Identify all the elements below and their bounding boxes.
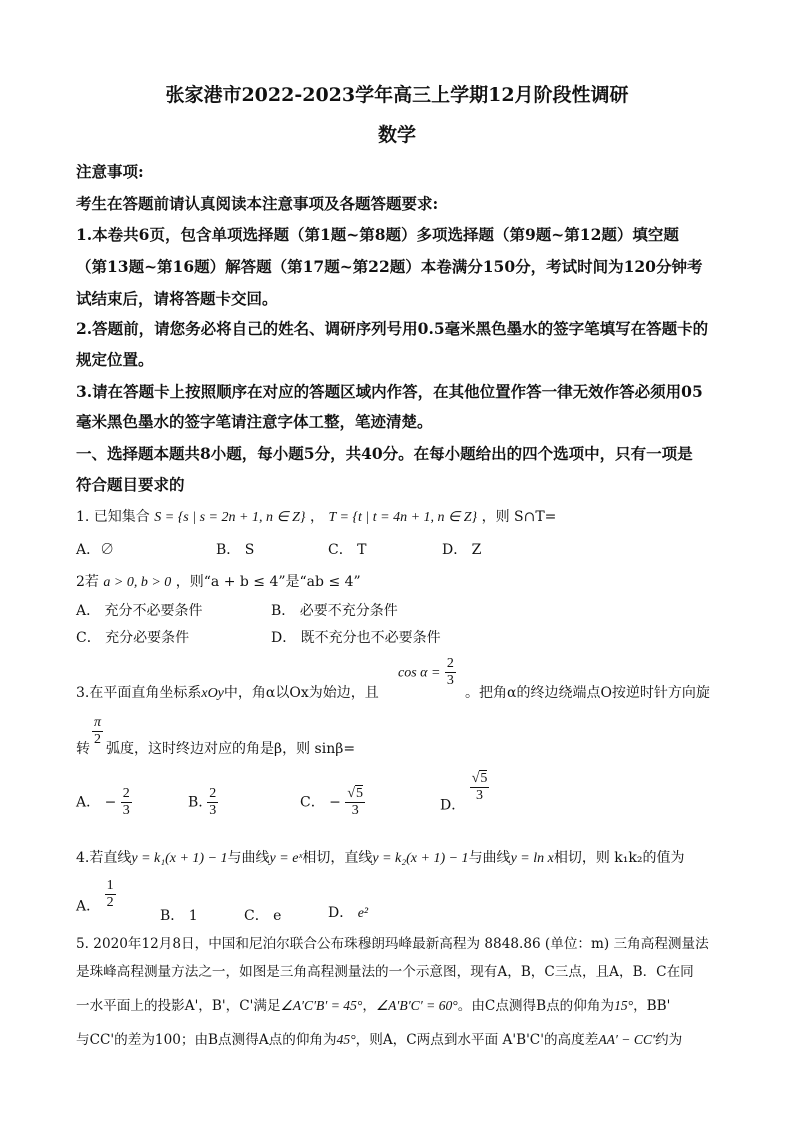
q3-option-c-radicand: 5 — [356, 786, 364, 801]
q3-option-c-denominator: 3 — [345, 802, 365, 819]
q4-option-a — [76, 878, 116, 916]
q4-text1: 4.若直线 — [76, 850, 132, 866]
q3-option-d-numerator: √5 — [471, 771, 488, 786]
q3-option-c-fraction — [345, 786, 365, 819]
q2-option-b: B． 必要不充分条件 — [271, 603, 398, 619]
q3-option-c — [300, 786, 365, 819]
q2-option-d: D． 既不充分也不必要条件 — [271, 630, 441, 646]
question-5-line1: 5. 2020年12月8日，中国和尼泊尔联合公布珠穆朗玛峰最新高程为 8848.86 (单位：m) 三角高程测量法 — [76, 936, 709, 952]
notice-heading: 注意事项: — [76, 162, 144, 181]
q3-option-a-label: A． — [76, 794, 101, 811]
q3-option-a-denominator: 3 — [122, 803, 130, 818]
q4-option-d — [328, 902, 368, 922]
q2-option-a: A． 充分不必要条件 — [76, 603, 203, 619]
notice-item3-line2: 毫米黑色墨水的签字笔请注意字体工整，笔迹清楚。 — [76, 412, 433, 431]
q4-curve2-eq: y = ln x — [510, 851, 554, 866]
q1-prefix: 1. 已知集合 — [76, 509, 150, 525]
q1-set-s: S = {s | s = 2n + 1, n ∈ Z} — [154, 510, 306, 525]
subject-title: 数学 — [377, 124, 416, 146]
q5-deg15: 15° — [614, 998, 634, 1013]
q3-cos-expression — [398, 656, 456, 689]
q1-option-d: D． Z — [442, 542, 482, 558]
q2-prefix: 2若 — [76, 574, 99, 590]
q4-line1-eq: y = k₁(x + 1) − 1 — [131, 851, 228, 866]
q4-text4: 与曲线 — [468, 850, 511, 866]
notice-item1-line1: 1.本卷共6页，包含单项选择题（第1题~第8题）多项选择题（第9题~第12题）填空题 — [76, 225, 679, 244]
question-4-stem — [76, 847, 684, 867]
section1-heading-line1: 一、选择题本题共8小题，每小题5分，共40分。在每小题给出的四个选项中，只有一项是 — [76, 444, 693, 463]
q3-option-b-numerator: 2 — [209, 786, 217, 801]
q3-option-b — [188, 786, 218, 819]
notice-item3-line1: 3.请在答题卡上按照顺序在对应的答题区域内作答，在其他位置作答一律无效作答必须用05 — [76, 382, 703, 401]
q4-text3: 相切，直线 — [302, 850, 373, 866]
q5-line3c: ，BB' — [633, 998, 671, 1014]
q1-suffix: ，则 S∩T= — [481, 509, 557, 525]
q5-line4a: 与CC'的差为100；由B点测得A点的仰角为 — [76, 1032, 337, 1048]
q2-option-c: C． 充分必要条件 — [76, 630, 190, 646]
q3-xoy: xOy — [201, 686, 224, 701]
q4-curve1-eq: y = eˣ — [269, 851, 303, 866]
q4-option-a-denominator: 2 — [106, 895, 114, 910]
q3-option-d-denominator: 3 — [470, 787, 490, 804]
q3-cos-denominator: 3 — [446, 673, 454, 688]
q3-cos-fraction — [445, 656, 456, 689]
question-1-stem — [76, 506, 556, 526]
q3-option-d-radicand: 5 — [480, 771, 488, 786]
question-2-stem — [76, 571, 361, 591]
q3-pi-fraction — [92, 715, 103, 748]
q3-option-d-fraction — [470, 771, 490, 804]
q3-option-b-fraction — [207, 786, 218, 819]
q3-option-c-sign: − — [329, 794, 341, 811]
q3-cos-label: cos α = — [398, 665, 441, 681]
q5-line4b: ，则A，C两点到水平面 A'B'C'的高度差 — [355, 1032, 599, 1048]
question-5-line2: 是珠峰高程测量方法之一，如图是三角高程测量法的一个示意图，现有A，B，C三点，且A，B．C在同 — [76, 964, 694, 980]
q3-option-a — [76, 786, 132, 819]
q4-option-a-numerator: 1 — [106, 878, 114, 893]
q4-option-a-fraction — [105, 878, 116, 911]
q5-angle1: ∠A′C′B′ = 45° — [280, 998, 363, 1013]
q4-option-d-label: D． — [328, 905, 354, 921]
q3-text5: 弧度，这时终边对应的角是β，则 sinβ= — [106, 741, 356, 757]
question-5-line4 — [76, 1028, 682, 1048]
notice-item1-line3: 试结束后，请将答题卡交回。 — [76, 289, 278, 308]
q1-comma: ， — [309, 509, 324, 525]
q4-text5: 相切，则 k₁k₂的值为 — [553, 850, 685, 866]
q3-option-a-numerator: 2 — [122, 786, 130, 801]
notice-item1-line2: （第13题~第16题）解答题（第17题~第22题）本卷满分150分，考试时间为120分钟考 — [76, 257, 703, 276]
q3-option-b-denominator: 3 — [209, 803, 217, 818]
q1-set-t: T = {t | t = 4n + 1, n ∈ Z} — [328, 510, 478, 525]
q3-option-c-label: C． — [300, 794, 325, 811]
q4-option-b: B． 1 — [160, 908, 198, 924]
q3-text3: 。把角α的终边绕端点O按逆时针方向旋 — [465, 685, 710, 701]
q2-rest: ，则“a + b ≤ 4”是“ab ≤ 4” — [175, 574, 361, 590]
q5-line3b: 。由C点测得B点的仰角为 — [457, 998, 615, 1014]
question-5-line3 — [76, 994, 670, 1014]
q3-option-d-label: D． — [440, 797, 466, 814]
q5-deg45: 45° — [336, 1032, 356, 1047]
question-3-stem-line1 — [76, 682, 379, 702]
q2-condition: a > 0, b > 0 — [103, 575, 172, 590]
q3-option-c-numerator: √5 — [347, 786, 364, 801]
q5-line3a: 一水平面上的投影A'，B'，C'满足 — [76, 998, 281, 1014]
q3-option-b-label: B. — [188, 794, 203, 811]
q3-text1: 3.在平面直角坐标系 — [76, 685, 202, 701]
q3-option-d — [440, 771, 489, 815]
q3-option-a-sign: − — [104, 794, 117, 811]
q4-option-c: C． e — [244, 908, 282, 924]
section1-heading-line2: 符合题目要求的 — [76, 475, 185, 494]
notice-item2-line1: 2.答题前，请您务必将自己的姓名、调研序列号用0.5毫米黑色墨水的签字笔填写在答题卡的 — [76, 319, 709, 338]
q5-separator: ， — [362, 998, 376, 1014]
q4-text2: 与曲线 — [227, 850, 270, 866]
q3-text4: 转 — [76, 741, 90, 757]
q3-half-pi — [92, 715, 103, 748]
q3-option-a-fraction — [121, 786, 132, 819]
q1-option-b: B． S — [216, 542, 255, 558]
q3-cos-numerator: 2 — [446, 656, 454, 671]
q3-pi: π — [94, 715, 102, 730]
q4-option-a-label: A． — [76, 898, 101, 915]
q4-line2-eq: y = k₂(x + 1) − 1 — [372, 851, 469, 866]
q1-option-c: C． T — [328, 542, 367, 558]
q5-height-difference: AA′ − CC′ — [598, 1032, 655, 1047]
q4-option-d-value: e² — [357, 906, 369, 921]
q3-two: 2 — [92, 731, 103, 748]
q5-line4c: 约为 — [655, 1032, 683, 1048]
notice-item2-line2: 规定位置。 — [76, 350, 154, 369]
exam-title: 张家港市2022-2023学年高三上学期12月阶段性调研 — [165, 84, 629, 106]
notice-intro: 考生在答题前请认真阅读本注意事项及各题答题要求: — [76, 194, 439, 213]
q5-angle2: ∠A′B′C′ = 60° — [375, 998, 458, 1013]
q3-text2: 中，角α以Ox为始边，且 — [223, 685, 379, 701]
q1-option-a: A．∅ — [76, 542, 115, 558]
